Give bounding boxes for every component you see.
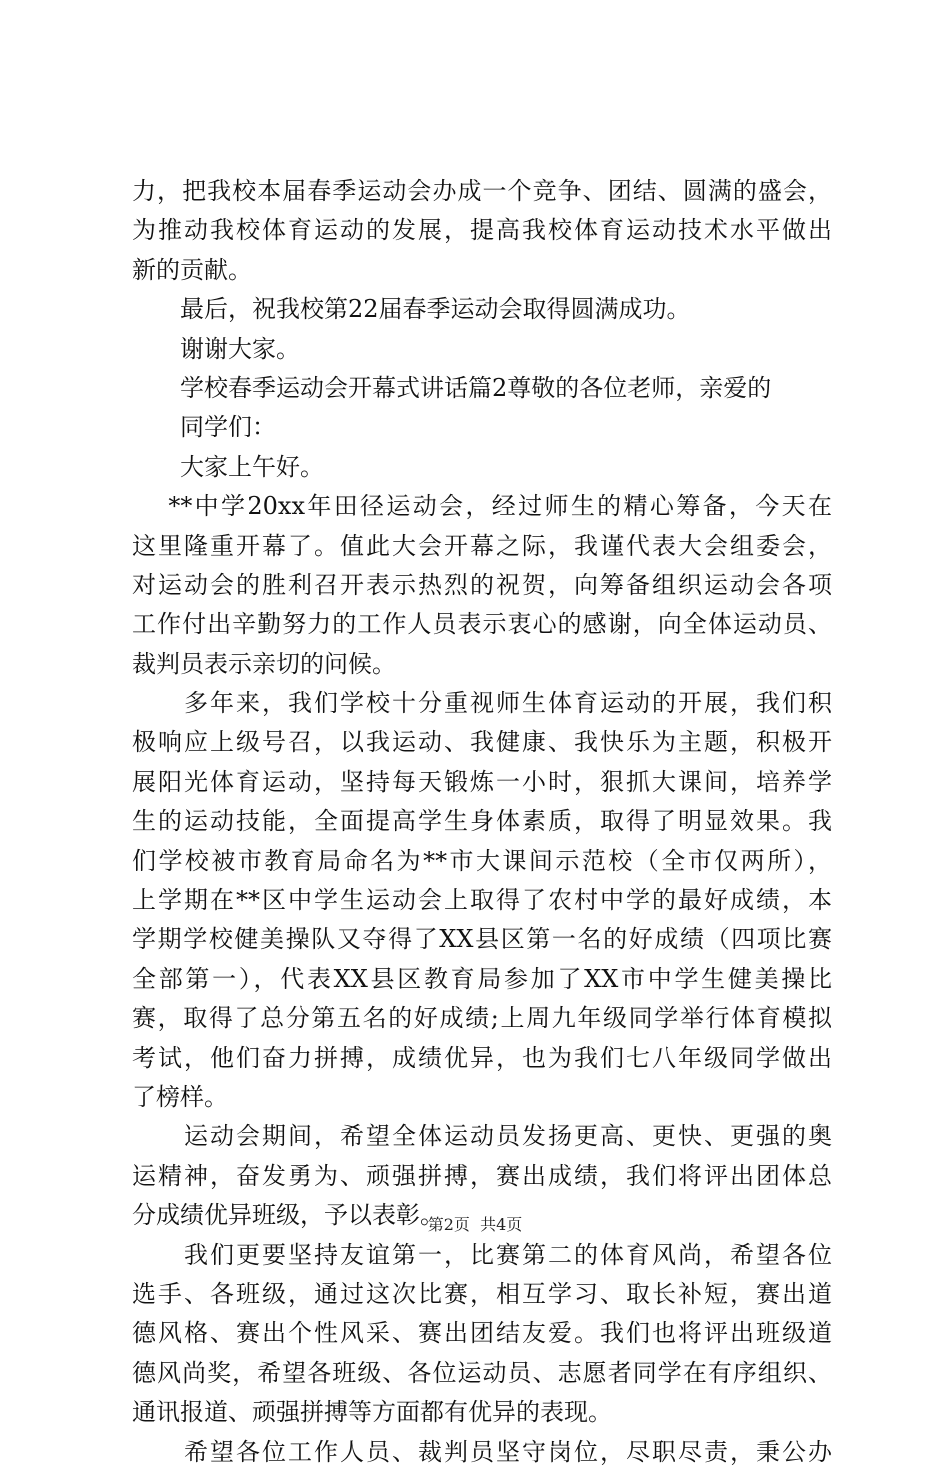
text-line: 希望各位工作人员、裁判员坚守岗位，尽职尽责，秉公办 [132, 1437, 832, 1466]
text-line: 运精神，奋发勇为、顽强拼搏，赛出成绩，我们将评出团体总 [132, 1161, 832, 1190]
text-line: 选手、各班级，通过这次比赛，相互学习、取长补短，赛出道 [132, 1279, 832, 1308]
text-line: 我们更要坚持友谊第一，比赛第二的体育风尚，希望各位 [132, 1240, 832, 1269]
text-line: 极响应上级号召，以我运动、我健康、我快乐为主题，积极开 [132, 728, 832, 757]
text-line: 多年来，我们学校十分重视师生体育运动的开展，我们积 [132, 689, 832, 718]
text-line: 了榜样。 [132, 1082, 228, 1111]
text-line: 为推动我校体育运动的发展，提高我校体育运动技术水平做出 [132, 216, 832, 245]
text-line: 最后，祝我校第22届春季运动会取得圆满成功。 [132, 295, 691, 324]
text-line: 德风尚奖，希望各班级、各位运动员、志愿者同学在有序组织、 [132, 1358, 832, 1387]
text-line: 德风格、赛出个性风采、赛出团结友爱。我们也将评出班级道 [132, 1319, 832, 1348]
text-line: 裁判员表示亲切的问候。 [132, 649, 396, 678]
text-line: 新的贡献。 [132, 255, 252, 284]
text-line: 分成绩优异班级，予以表彰。 [132, 1201, 444, 1230]
text-line: 对运动会的胜利召开表示热烈的祝贺，向筹备组织运动会各项 [132, 570, 832, 599]
text-line: **中学20xx年田径运动会，经过师生的精心筹备，今天在 [132, 492, 832, 521]
text-line: 大家上午好。 [132, 452, 324, 481]
text-line: 力，把我校本届春季运动会办成一个竞争、团结、圆满的盛会， [132, 177, 832, 205]
text-line: 这里隆重开幕了。值此大会开幕之际，我谨代表大会组委会， [132, 531, 832, 560]
text-line: 赛，取得了总分第五名的好成绩;上周九年级同学举行体育模拟 [132, 1004, 832, 1033]
text-line: 全部第一），代表XX县区教育局参加了XX市中学生健美操比 [132, 964, 832, 993]
text-line: 工作付出辛勤努力的工作人员表示衷心的感谢，向全体运动员、 [132, 610, 832, 639]
text-line: 考试，他们奋力拼搏，成绩优异，也为我们七八年级同学做出 [132, 1043, 832, 1072]
text-line: 同学们： [132, 413, 276, 442]
text-line: 通讯报道、顽强拼搏等方面都有优异的表现。 [132, 1398, 612, 1427]
text-line: 谢谢大家。 [132, 334, 300, 363]
text-line: 上学期在**区中学生运动会上取得了农村中学的最好成绩，本 [132, 886, 832, 915]
text-line: 学校春季运动会开幕式讲话篇2尊敬的各位老师，亲爱的 [132, 373, 772, 402]
text-line: 们学校被市教育局命名为**市大课间示范校（全市仅两所）， [132, 846, 832, 875]
text-line: 学期学校健美操队又夺得了XX县区第一名的好成绩（四项比赛 [132, 925, 832, 954]
text-line: 生的运动技能，全面提高学生身体素质，取得了明显效果。我 [132, 807, 832, 836]
text-line: 展阳光体育运动，坚持每天锻炼一小时，狠抓大课间，培养学 [132, 767, 832, 796]
page-number-footer: 第2页 共4页 [427, 1215, 523, 1234]
text-line: 运动会期间，希望全体运动员发扬更高、更快、更强的奥 [132, 1122, 832, 1151]
document-body [132, 172, 832, 1472]
